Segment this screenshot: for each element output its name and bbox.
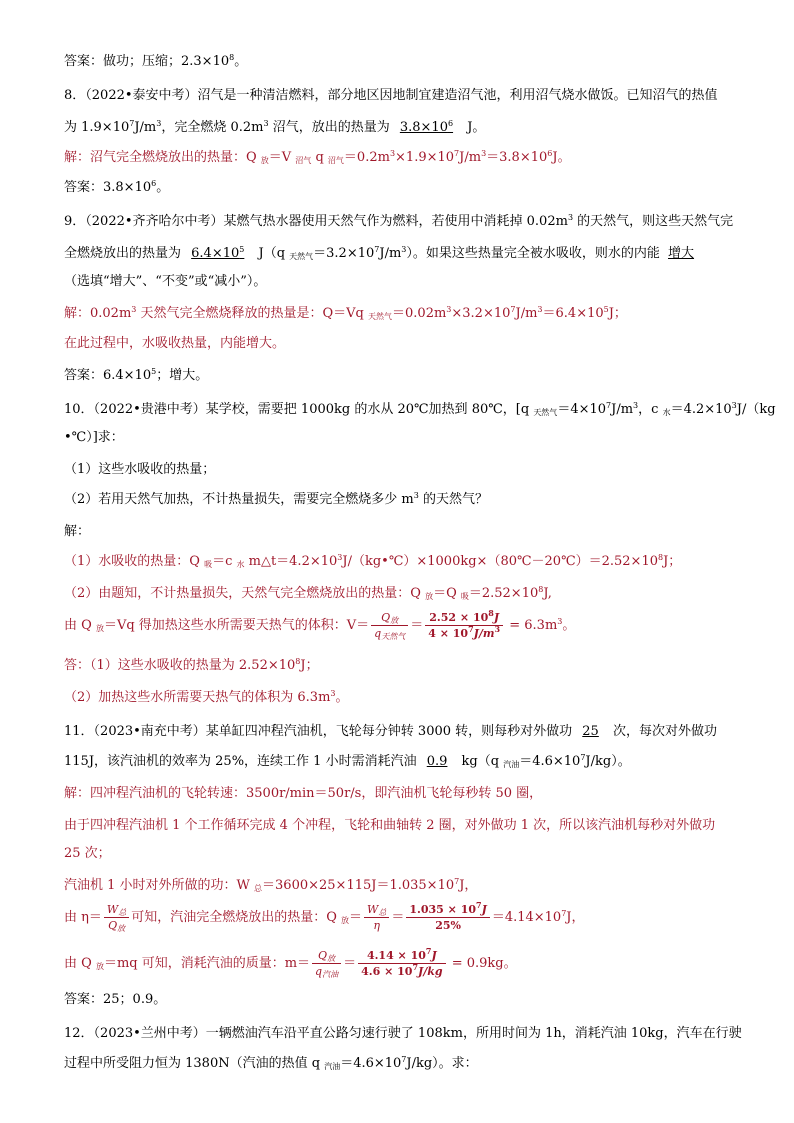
question-8-line-1: 8．（2022•泰安中考）沼气是一种清洁燃料，部分地区因地制宜建造沼气池，利用沼气烧水做饭。已知沼气的热值 xyxy=(64,88,718,103)
solution-q9: 解：$0.02m^3$ 天然气完全燃烧释放的热量是：Q＝Vq $_{天然气}=0.02m^3\times 3.2\times 10^7J/m^3=6.4\times 10^5J$； xyxy=(64,305,627,321)
question-11-line-1: 11．（2023•南充中考）某单缸四冲程汽油机，飞轮每分钟转 3000 转，则每秒对外做功 25 次，每次对外做功 xyxy=(64,724,717,739)
question-9-line-2: 全燃烧放出的热量为 $6.4\times 10^5$ J（q $_{天然气}=3.2\times 10^7J/m^3$）。如果这些热量完全被水吸收，则水的内能 增大 xyxy=(64,245,695,261)
solution-q11-line-6: 由 Q $_放$＝mq 可知，消耗汽油的质量：m＝ $\frac{Q_放}{q_{汽油}}$ ＝ $\frac{4.14 \times 10^7J}{4.6 \times 10^7J/kg}$ = 0.9kg。 xyxy=(64,946,517,979)
answer-blank: 25 xyxy=(582,724,599,739)
question-9-line-3: （选填“增大”、“不变”或“减小”）。 xyxy=(64,274,267,289)
answer-q11: 答案：25；0.9。 xyxy=(64,992,167,1007)
solution-q10-step-2: （2）由题知，不计热量损失，天然气完全燃烧放出的热量：Q $_放$＝Q $_吸=2.52\times 10^8J$, xyxy=(64,585,552,601)
question-10-part-1: （1）这些水吸收的热量； xyxy=(64,462,216,477)
conclusion-q10-1: 答：（1）这些水吸收的热量为 $2.52\times 10^8J$； xyxy=(64,657,319,673)
solution-q10-step-1: （1）水吸收的热量：Q $_吸$＝c $_水$ $m\triangle t=4.2\times 10^3J/(kg•℃)\times 1000kg\times(80℃-20℃)=2.52\times 10^8J$； xyxy=(64,553,682,569)
question-10-part-2: （2）若用天然气加热，不计热量损失，需要完全燃烧多少 $m^3$ 的天然气？ xyxy=(64,491,488,507)
solution-q11-line-4: 汽油机 1 小时对外所做的功：W $_总=3600\times 25\times 115J=1.035\times 10^7J$， xyxy=(64,877,478,893)
question-10-line-2: •℃）]求： xyxy=(64,430,124,445)
solution-q9-line-2: 在此过程中，水吸收热量，内能增大。 xyxy=(64,336,286,351)
question-12-line-1: 12．（2023•兰州中考）一辆燃油汽车沿平直公路匀速行驶了 108km，所用时间为 1h，消耗汽油 10kg，汽车在行驶 xyxy=(64,1026,742,1041)
fraction-q-over-q: $\frac{Q_放}{q_{天然气}}$ xyxy=(371,611,408,640)
solution-q8: 解：沼气完全燃烧放出的热量：Q $_放$＝V $_{沼气}$ q $_{沼气}=0.2m^3\times 1.9\times 10^7J/m^3=3.8\times 10^6J$。 xyxy=(64,149,571,165)
question-11-line-2: 115J，该汽油机的效率为 25%，连续工作 1 小时需消耗汽油 0.9 kg（q $_{汽油}=4.6\times 10^7J/kg$）。 xyxy=(64,753,631,769)
answer-q9: 答案：$6.4\times 10^5$；增大。 xyxy=(64,367,209,383)
question-12-line-2: 过程中所受阻力恒为 1380N（汽油的热值 q $_{汽油}=4.6\times 10^7J/kg$）。求： xyxy=(64,1055,478,1071)
answer-blank: 增大 xyxy=(668,246,695,261)
answer-line-q7: 答案：做功；压缩；$2.3\times 10^8$。 xyxy=(64,53,248,69)
answer-blank: $6.4\times 10^5$ xyxy=(191,245,245,261)
answer-blank: $3.8\times 10^6$ xyxy=(399,119,454,135)
solution-q11-line-2: 由于四冲程汽油机 1 个工作循环完成 4 个冲程，飞轮和曲轴转 2 圈，对外做功 1 次，所以该汽油机每秒对外做功 xyxy=(64,818,716,833)
solution-q11-line-1: 解：四冲程汽油机的飞轮转速：3500r/min＝50r/s，即汽油机飞轮每秒转 50 圈， xyxy=(64,786,543,801)
solution-label: 解： xyxy=(64,524,91,539)
solution-q10-step-3: 由 Q $_放$＝Vq 得加热这些水所需要天热气的体积：V＝ $\frac{Q_放}{q_{天然气}}$ ＝ $\frac{2.52 \times 10^8J}{4 \times 10^7J/m^3}$ = $6.3m^3$。 xyxy=(64,608,576,641)
question-9-line-1: 9．（2022•齐齐哈尔中考）某燃气热水器使用天然气作为燃料，若使用中消耗掉 $0.02m^3$ 的天然气，则这些天然气完 xyxy=(64,213,734,229)
solution-q11-line-5: 由 η＝ $\frac{W_总}{Q_放}$ 可知，汽油完全燃烧放出的热量：Q $_放$＝ $\frac{W_总}{\eta}$ ＝ $\frac{1.035 \times 10^7J}{25\%}$ $=4.14\times 10^7J$， xyxy=(64,900,585,933)
question-8-line-2: 为 $1.9\times 10^7J/m^3$，完全燃烧 $0.2m^3$ 沼气，放出的热量为 $3.8\times 10^6$ J。 xyxy=(64,119,486,135)
fraction-values: $\frac{2.52 \times 10^8J}{4 \times 10^7J/m^3}$ xyxy=(425,611,503,640)
conclusion-q10-2: （2）加热这些水所需要天热气的体积为 $6.3m^3$。 xyxy=(64,689,349,705)
answer-q8: 答案：$3.8\times 10^6$。 xyxy=(64,179,170,195)
answer-blank: 0.9 xyxy=(426,754,448,769)
question-10-line-1: 10．（2022•贵港中考）某学校，需要把 1000kg 的水从 20℃加热到 80℃，[q $_{天然气}=4\times 10^7J/m^3$，c $_水=4.2\times 10^3J/(kg$ xyxy=(64,401,776,417)
solution-q11-line-3: 25 次； xyxy=(64,846,111,861)
